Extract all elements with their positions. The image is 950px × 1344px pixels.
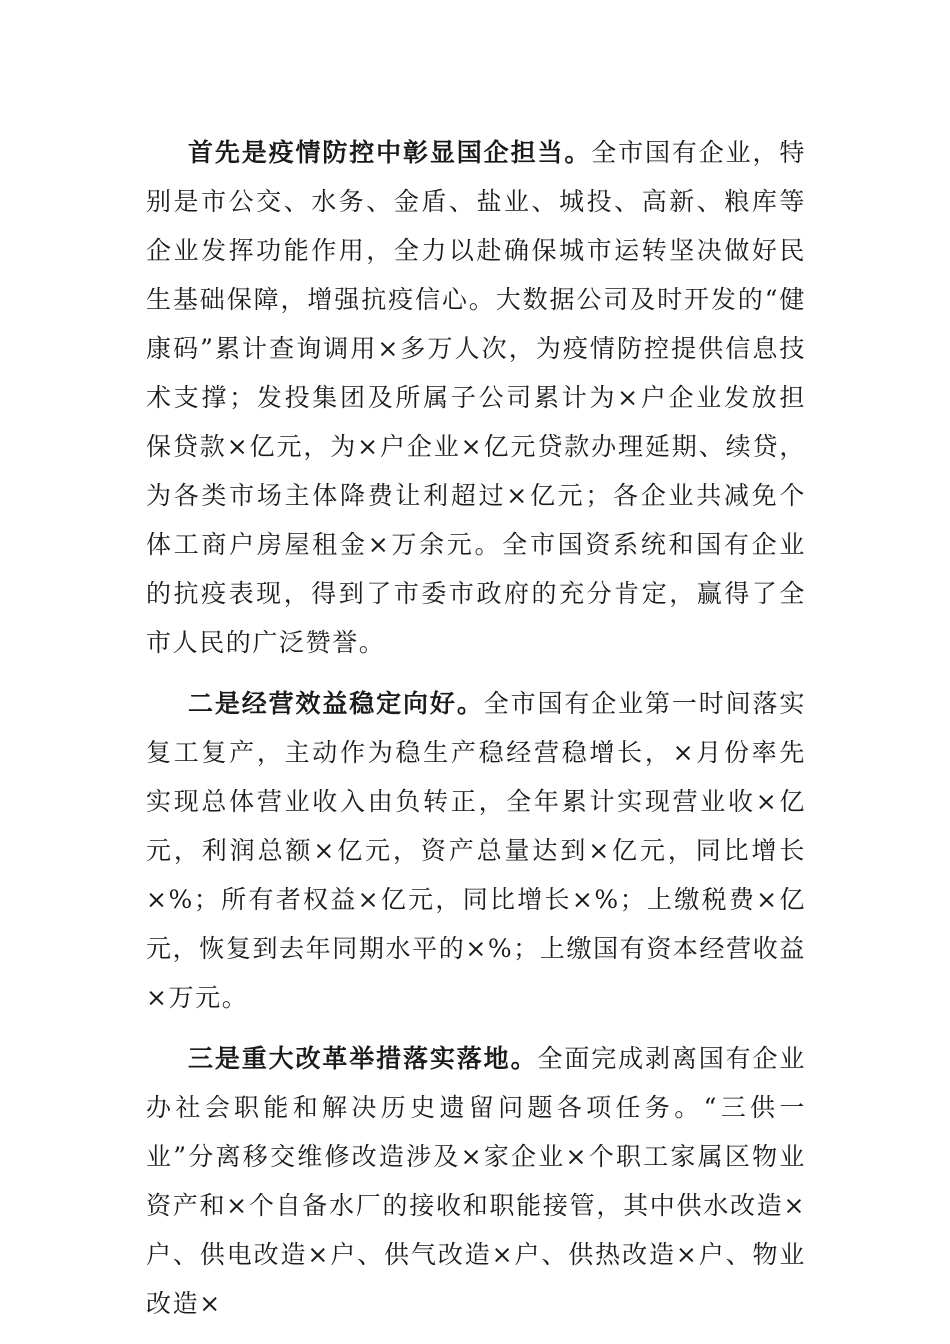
document-body — [146, 128, 806, 1328]
paragraph-body-text: 全市国有企业，特别是市公交、水务、金盾、盐业、城投、高新、粮库等企业发挥功能作用，全力以赴确保城市运转坚决做好民生基础保障，增强抗疫信心。大数据公司及时开发的“健康码”累计查询调用×多万人次，为疫情防控提供信息技术支撑；发投集团及所属子公司累计为×户企业发放担保贷款×亿元，为×户企业×亿元贷款办理延期、续贷，为各类市场主体降费让利超过×亿元；各企业共减免个体工商户房屋租金×万余元。全市国资系统和国有企业的抗疫表现，得到了市委市政府的充分肯定，赢得了全市人民的广泛赞誉。 — [146, 138, 806, 657]
paragraph-body-text: 全面完成剥离国有企业办社会职能和解决历史遗留问题各项任务。“三供一业”分离移交维修改造涉及×家企业×个职工家属区物业资产和×个自备水厂的接收和职能接管，其中供水改造×户、供电改造×户、供气改造×户、供热改造×户、物业改造× — [146, 1044, 806, 1318]
paragraph-body-text: 全市国有企业第一时间落实复工复产，主动作为稳生产稳经营稳增长，×月份率先实现总体营业收入由负转正，全年累计实现营业收×亿元，利润总额×亿元，资产总量达到×亿元，同比增长×%；所有者权益×亿元，同比增长×%；上缴税费×亿元，恢复到去年同期水平的×%；上缴国有资本经营收益×万元。 — [146, 689, 806, 1012]
paragraph-epidemic-prevention — [146, 128, 806, 667]
paragraph-reform-measures — [146, 1034, 806, 1328]
paragraph-lead-heading: 三是重大改革举措落实落地。 — [188, 1044, 538, 1073]
paragraph-business-performance — [146, 679, 806, 1022]
paragraph-lead-heading: 首先是疫情防控中彰显国企担当。 — [188, 138, 592, 167]
paragraph-lead-heading: 二是经营效益稳定向好。 — [188, 689, 484, 718]
